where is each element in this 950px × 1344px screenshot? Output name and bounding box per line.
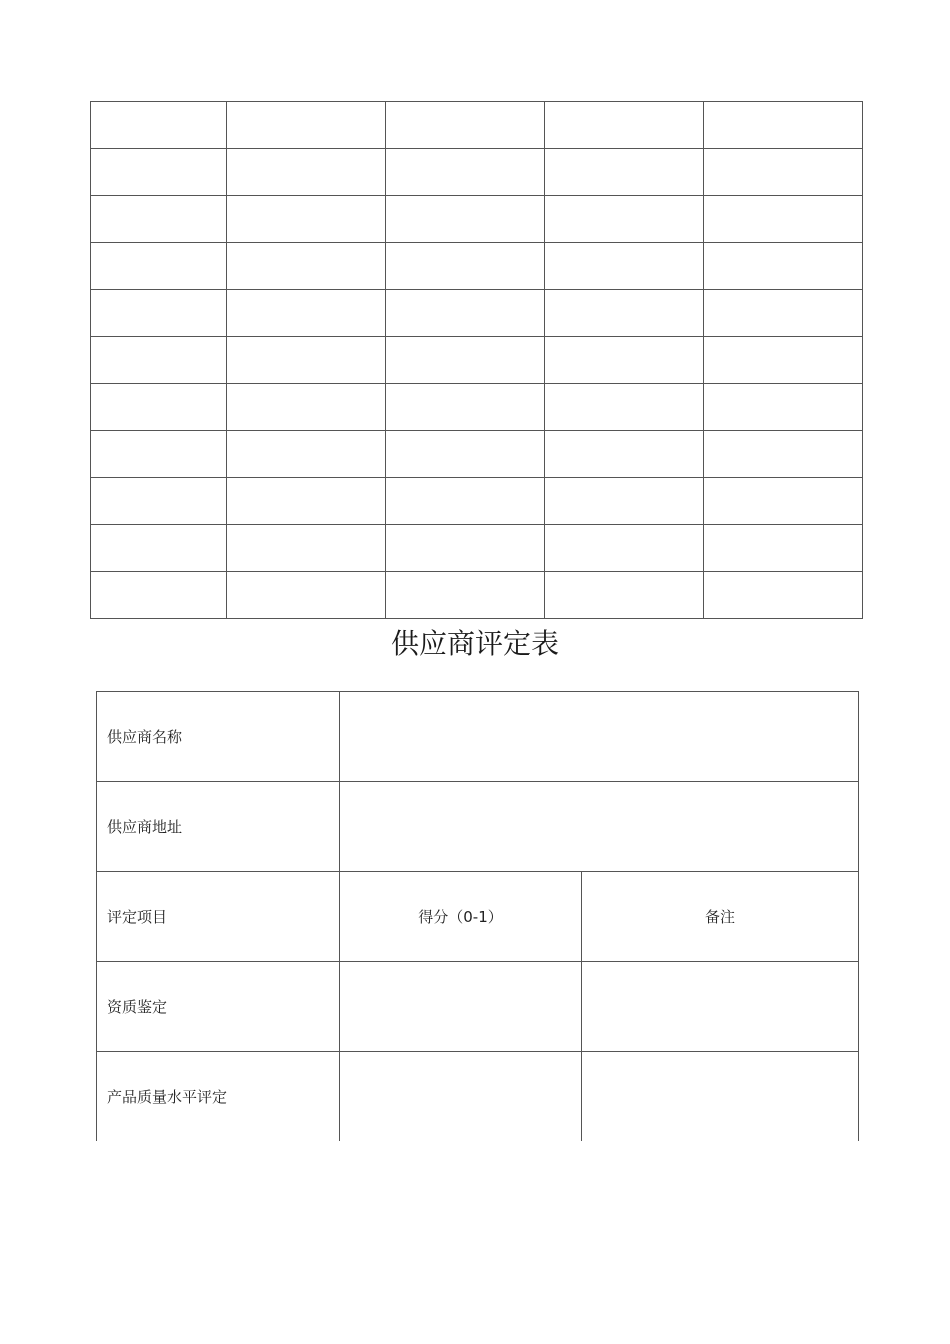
table-cell[interactable]	[545, 478, 704, 525]
table-row	[91, 337, 863, 384]
note-header: 备注	[582, 872, 859, 962]
table-cell[interactable]	[91, 149, 227, 196]
quality-level-row	[97, 1052, 859, 1142]
score-header: 得分（0-1）	[340, 872, 582, 962]
blank-grid-table	[90, 101, 863, 619]
table-cell[interactable]	[227, 290, 386, 337]
table-cell[interactable]	[704, 572, 863, 619]
table-cell[interactable]	[227, 149, 386, 196]
table-cell[interactable]	[91, 431, 227, 478]
table-cell[interactable]	[386, 572, 545, 619]
table-cell[interactable]	[545, 572, 704, 619]
table-cell[interactable]	[386, 337, 545, 384]
table-cell[interactable]	[545, 290, 704, 337]
table-cell[interactable]	[386, 290, 545, 337]
table-cell[interactable]	[386, 196, 545, 243]
table-cell[interactable]	[704, 196, 863, 243]
page-title: 供应商评定表	[390, 627, 559, 660]
table-cell[interactable]	[91, 572, 227, 619]
table-cell[interactable]	[227, 478, 386, 525]
table-cell[interactable]	[91, 290, 227, 337]
table-cell[interactable]	[386, 243, 545, 290]
supplier-address-row	[97, 782, 859, 872]
qualification-note-field[interactable]	[582, 962, 859, 1052]
table-row	[91, 431, 863, 478]
qualification-label: 资质鉴定	[97, 962, 340, 1052]
table-cell[interactable]	[704, 478, 863, 525]
table-cell[interactable]	[386, 431, 545, 478]
table-cell[interactable]	[227, 337, 386, 384]
table-cell[interactable]	[704, 149, 863, 196]
table-row	[91, 572, 863, 619]
table-cell[interactable]	[704, 431, 863, 478]
table-row	[91, 525, 863, 572]
quality-level-score-field[interactable]	[340, 1052, 582, 1142]
table-cell[interactable]	[704, 243, 863, 290]
table-cell[interactable]	[386, 149, 545, 196]
table-row	[91, 384, 863, 431]
table-cell[interactable]	[91, 102, 227, 149]
quality-level-label: 产品质量水平评定	[97, 1052, 340, 1142]
evaluation-header-row	[97, 872, 859, 962]
table-row	[91, 102, 863, 149]
table-cell[interactable]	[545, 431, 704, 478]
table-cell[interactable]	[545, 337, 704, 384]
table-row	[91, 478, 863, 525]
qualification-score-field[interactable]	[340, 962, 582, 1052]
table-cell[interactable]	[91, 196, 227, 243]
blank-grid-body	[91, 102, 863, 619]
table-cell[interactable]	[386, 102, 545, 149]
table-cell[interactable]	[386, 525, 545, 572]
table-cell[interactable]	[91, 525, 227, 572]
table-cell[interactable]	[227, 243, 386, 290]
table-cell[interactable]	[545, 149, 704, 196]
table-row	[91, 243, 863, 290]
qualification-row	[97, 962, 859, 1052]
table-cell[interactable]	[704, 384, 863, 431]
evaluation-item-header: 评定项目	[97, 872, 340, 962]
table-cell[interactable]	[227, 196, 386, 243]
table-row	[91, 290, 863, 337]
table-cell[interactable]	[227, 384, 386, 431]
table-cell[interactable]	[91, 478, 227, 525]
table-cell[interactable]	[704, 525, 863, 572]
table-cell[interactable]	[91, 384, 227, 431]
table-row	[91, 196, 863, 243]
table-cell[interactable]	[545, 525, 704, 572]
table-cell[interactable]	[704, 337, 863, 384]
supplier-name-field[interactable]	[340, 692, 859, 782]
table-cell[interactable]	[227, 572, 386, 619]
table-cell[interactable]	[386, 384, 545, 431]
table-cell[interactable]	[227, 525, 386, 572]
table-cell[interactable]	[227, 431, 386, 478]
supplier-name-label: 供应商名称	[97, 692, 340, 782]
table-cell[interactable]	[91, 337, 227, 384]
supplier-name-row	[97, 692, 859, 782]
table-cell[interactable]	[704, 290, 863, 337]
table-cell[interactable]	[545, 196, 704, 243]
table-cell[interactable]	[386, 478, 545, 525]
table-cell[interactable]	[227, 102, 386, 149]
table-cell[interactable]	[545, 102, 704, 149]
supplier-evaluation-table	[96, 691, 859, 1141]
table-cell[interactable]	[704, 102, 863, 149]
table-cell[interactable]	[545, 384, 704, 431]
table-cell[interactable]	[91, 243, 227, 290]
table-row	[91, 149, 863, 196]
quality-level-note-field[interactable]	[582, 1052, 859, 1142]
supplier-address-label: 供应商地址	[97, 782, 340, 872]
table-cell[interactable]	[545, 243, 704, 290]
supplier-address-field[interactable]	[340, 782, 859, 872]
